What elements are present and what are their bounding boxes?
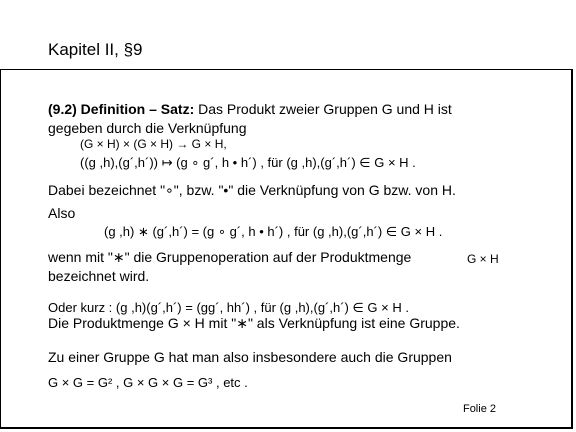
definition-text: Das Produkt zweier Gruppen G und H ist <box>194 101 452 117</box>
slide-title: Kapitel II, §9 <box>48 40 143 59</box>
math-also: (g ,h) ∗ (g´,h´) = (g ∘ g´, h • h´) , für (g ,h),(g´,h´) ∈ G × H . <box>104 224 443 239</box>
wenn-text: wenn mit "∗" die Gruppenoperation auf der Produktmenge <box>48 249 412 265</box>
definition-heading-line <box>48 101 452 117</box>
definition-label: (9.2) Definition – Satz: <box>48 101 195 117</box>
dabei-text: Dabei bezeichnet "∘", bzw. "•" die Verknüpfung von G bzw. von H. <box>48 182 456 198</box>
zu-einer-gruppe-text: Zu einer Gruppe G hat man also insbesondere auch die Gruppen <box>48 349 452 365</box>
slide-number: Folie 2 <box>462 403 496 415</box>
math-map-rule: ((g ,h),(g´,h´)) ↦ (g ∘ g´, h • h´) , für (g ,h),(g´,h´) ∈ G × H . <box>80 155 416 170</box>
bezeichnet-text: bezeichnet wird. <box>48 268 150 284</box>
also-text: Also <box>48 205 76 221</box>
math-product-set: G × H <box>467 252 499 266</box>
math-powers: G × G = G² , G × G × G = G³ , etc . <box>48 375 248 390</box>
given-text: gegeben durch die Verknüpfung <box>48 120 247 136</box>
oder-kurz-text: Oder kurz : (g ,h)(g´,h´) = (gg´, hh´) , für (g ,h),(g´,h´) ∈ G × H . <box>48 300 409 315</box>
math-map-domain: (G × H) × (G × H) → G × H, <box>80 137 227 151</box>
produktmenge-text: Die Produktmenge G × H mit "∗" als Verknüpfung ist eine Gruppe. <box>48 315 460 331</box>
